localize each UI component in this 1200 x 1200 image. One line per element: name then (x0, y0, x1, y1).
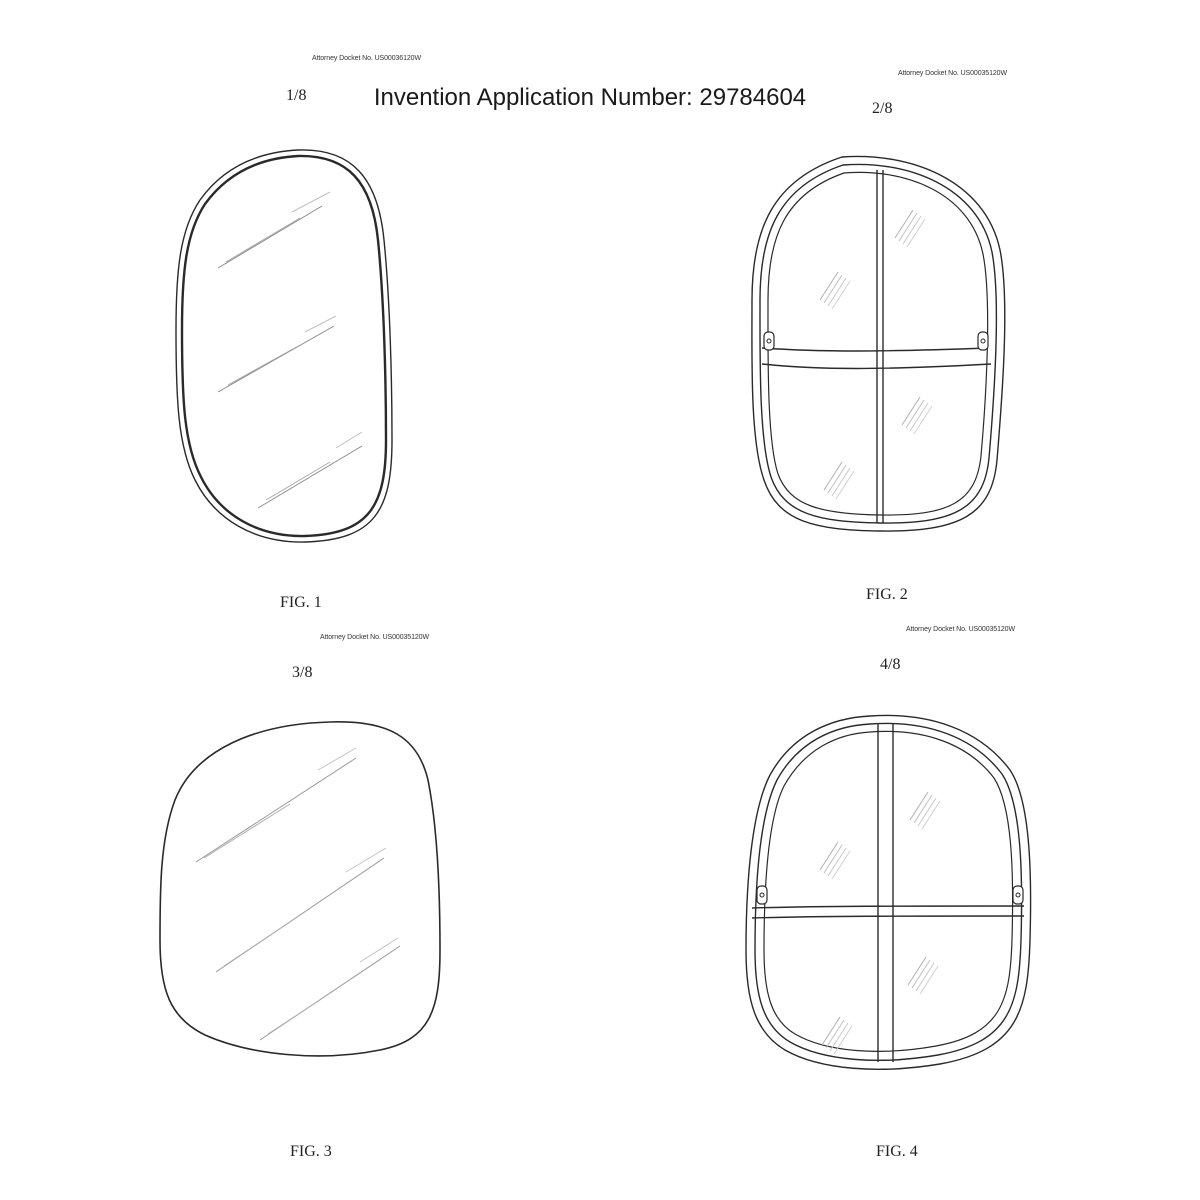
figure-1-mirror (176, 150, 392, 542)
figure-2-cross-frame (762, 170, 991, 523)
docket-number-sheet-2: Attorney Docket No. US00035120W (898, 70, 1007, 77)
figure-2-brackets (764, 332, 988, 350)
figure-4-outline-middle (755, 723, 1022, 1060)
figure-2-outline-outer (752, 156, 1005, 531)
figure-4-mirror-rear (746, 715, 1031, 1069)
application-title: Invention Application Number: 29784604 (373, 84, 807, 111)
figure-2-mirror-rear (752, 156, 1005, 531)
sheet-number-3: 3/8 (292, 664, 313, 681)
docket-number-sheet-3: Attorney Docket No. US00035120W (320, 634, 429, 641)
figure-1-label: FIG. 1 (280, 594, 322, 611)
figure-4-label: FIG. 4 (876, 1143, 918, 1160)
figure-4-outline-outer (746, 715, 1031, 1069)
figure-1-outline-inner (182, 156, 386, 536)
figure-4-cross-frame (752, 724, 1024, 1062)
docket-number-sheet-1: Attorney Docket No. US00036120W (312, 55, 421, 62)
figure-2-outline-middle (760, 164, 996, 523)
sheet-number-4: 4/8 (880, 656, 901, 673)
figure-3-label: FIG. 3 (290, 1143, 332, 1160)
figure-3-mirror (160, 722, 440, 1056)
figure-4-hatching (820, 792, 940, 1054)
figure-3-reflection-hatching (196, 748, 400, 1040)
figure-4-outline-inner (764, 731, 1013, 1051)
docket-number-sheet-4: Attorney Docket No. US00035120W (906, 626, 1015, 633)
figure-3-outline (160, 722, 440, 1056)
sheet-number-2: 2/8 (872, 100, 893, 117)
figure-1-outline-outer (176, 150, 392, 542)
figure-2-outline-inner (768, 172, 988, 515)
figure-4-brackets (757, 886, 1023, 904)
sheet-number-1: 1/8 (286, 87, 307, 104)
figure-2-hatching (820, 210, 932, 499)
figure-2-label: FIG. 2 (866, 586, 908, 603)
figure-1-reflection-hatching (218, 192, 362, 508)
